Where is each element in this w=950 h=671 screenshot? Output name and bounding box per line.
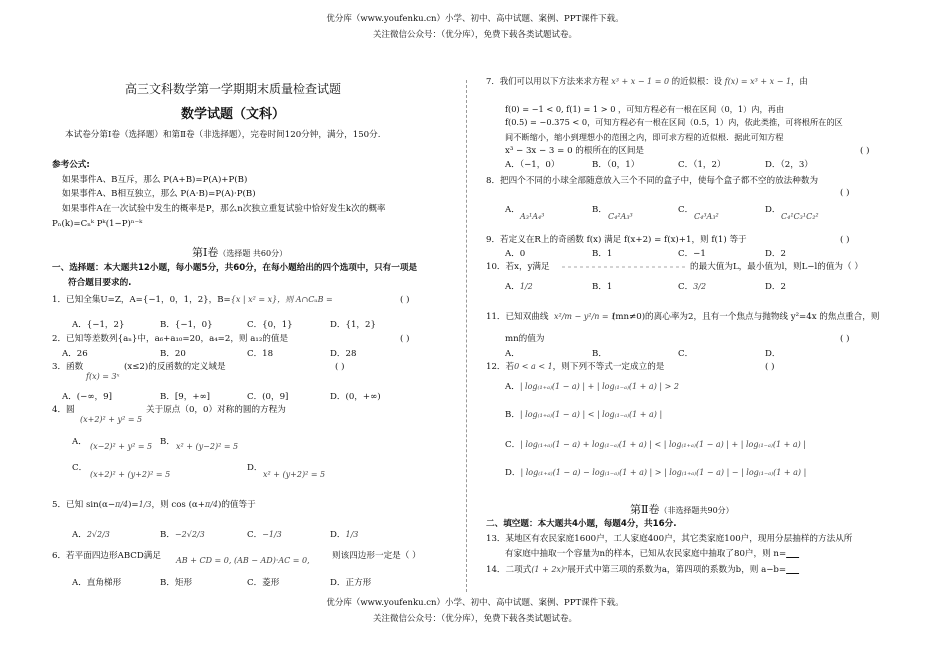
- part2-instruction: 二、填空题：本大题共4小题，每题4分，共16分.: [486, 519, 677, 529]
- q11-stem-b: (mn≠0)的离心率为2，且有一个焦点与抛物线 y²=4x 的焦点重合，则: [612, 312, 880, 322]
- q8-paren: ( ): [840, 188, 850, 198]
- q12-paren: ( ): [765, 362, 775, 372]
- q8-stem: 8．把四个不同的小球全部随意放入三个不同的盒子中，使每个盒子都不空的放法种数为: [486, 176, 819, 186]
- formula-2: 如果事件A、B相互独立，那么 P(A·B)=P(A)·P(B): [62, 189, 256, 199]
- q4-c: C．: [72, 463, 88, 473]
- q12-c: C．| log₍₁₊ₐ₎(1 − a) + log₍₁₋ₐ₎(1 + a) | < | log₍₁₊ₐ₎(1 − a) | + | log₍₁₋ₐ₎(1 + a) |: [505, 440, 806, 450]
- q7-line3: f(0.5) = −0.375 < 0，可知方程必有一根在区间（0.5，1）内，依此类推，可将根所在的区: [505, 117, 843, 127]
- q2-d: D．28: [330, 349, 357, 359]
- q10-constraint-image: [560, 260, 688, 274]
- q10-b: B．1: [592, 282, 613, 292]
- formula-heading: 参考公式:: [52, 160, 90, 170]
- q12-a: A．| log₍₁₊ₐ₎(1 − a) | + | log₍₁₋ₐ₎(1 + a) | > 2: [505, 382, 679, 392]
- exam-title: 高三文科数学第一学期期末质量检查试题: [124, 82, 341, 96]
- q8-c: C．: [678, 205, 694, 215]
- q3-formula: f(x) = 3ˣ: [86, 372, 120, 381]
- footer-line-1: 优分库（www.youfenku.cn）小学、初中、高中试题、案例、PPT课件下载。: [326, 598, 624, 608]
- q5-a: A．2√2/3: [72, 530, 110, 540]
- q12-b: B．| log₍₁₊ₐ₎(1 − a) | < | log₍₁₋ₐ₎(1 + a) |: [505, 410, 663, 420]
- q4-b-formula: x² + (y−2)² = 5: [176, 442, 239, 451]
- q5-stem: 5．已知 sin(α−π/4)=1/3，则 cos (α+π/4)的值等于: [52, 500, 256, 510]
- q6-c: C．菱形: [247, 578, 280, 588]
- q4-stem-b: 关于原点（0，0）对称的圆的方程为: [146, 405, 286, 415]
- q9-stem: 9．若定义在R上的奇函数 f(x) 满足 f(x+2) = f(x)+1，则 f(1) 等于: [486, 235, 747, 245]
- q2-c: C．18: [247, 349, 274, 359]
- q12-stem: 12．若0 < a < 1，则下列不等式一定成立的是: [486, 362, 665, 372]
- q8-d: D．: [765, 205, 781, 215]
- q10-constraint-system: [560, 260, 688, 274]
- q1-paren: ( ): [400, 295, 410, 305]
- q4-a-formula: (x−2)² + y² = 5: [90, 442, 153, 451]
- q11-a: A．: [505, 349, 520, 359]
- q4-d-formula: x² + (y+2)² = 5: [263, 470, 326, 479]
- q9-d: D．2: [765, 249, 786, 259]
- part1-heading: 第Ⅰ卷（选择题 共60分）: [192, 246, 288, 259]
- q4-stem: 4．圆: [52, 405, 75, 415]
- q13-line1: 13．某地区有农民家庭1600户，工人家庭400户，其它类家庭100户，现用分层抽样的方法从所: [486, 534, 853, 544]
- q3-stem-b: (x≤2)的反函数的定义域是: [124, 362, 226, 372]
- q14-stem: 14．二项式(1 + 2x)ⁿ展开式中第三项的系数为a，第四项的系数为b，则 a−b=___: [486, 565, 800, 575]
- q8-b: B．: [592, 205, 607, 215]
- q9-a: A．0: [505, 249, 526, 259]
- q3-b: B．[9，+∞]: [160, 392, 211, 402]
- q7-d: D．（2，3）: [765, 160, 813, 170]
- q10-c: C．3/2: [678, 282, 707, 292]
- part1-instruction-1: 一、选择题：本大题共12小题，每小题5分，共60分，在每小题给出的四个选项中，只有一项是: [52, 263, 418, 273]
- part1-instruction-2: 符合题目要求的.: [68, 278, 132, 288]
- q7-paren: ( ): [860, 146, 870, 156]
- q7-line1: 7．我们可以用以下方法来求方程 x³ + x − 1 = 0 的近似根：设 f(x) = x³ + x − 1，由: [486, 76, 808, 86]
- q7-line2: f(0) = −1 < 0, f(1) = 1 > 0 ，可知方程必有一根在区间（0，1）内，再由: [505, 104, 785, 114]
- q6-stem: 6．若平面四边形ABCD满足: [52, 551, 161, 561]
- q10-d: D．2: [765, 282, 786, 292]
- q3-stem: 3．函数: [52, 362, 84, 372]
- q7-line5: x³ − 3x − 3 = 0 的根所在的区间是: [505, 146, 645, 156]
- q12-d: D．| log₍₁₊ₐ₎(1 − a) − log₍₁₋ₐ₎(1 + a) | > | log₍₁₊ₐ₎(1 − a) | − | log₍₁₋ₐ₎(1 + a) |: [505, 468, 807, 478]
- q6-d: D．正方形: [330, 578, 372, 588]
- q1-c: C．{0，1}: [247, 320, 293, 330]
- q11-stem-a: 11．已知双曲线: [486, 312, 549, 322]
- q8-c-formula: C₄³A₃²: [694, 212, 719, 221]
- q1-d: D．{1，2}: [330, 320, 376, 330]
- q6-stem-b: 则该四边形一定是（ ）: [332, 551, 421, 561]
- q9-paren: ( ): [840, 235, 850, 245]
- q2-stem: 2．已知等差数列{aₙ}中，a₆+a₁₀=20，a₄=2，则 a₁₂的值是: [52, 334, 289, 344]
- q11-stem-c: mn的值为: [505, 334, 545, 344]
- q8-d-formula: C₄¹C₃¹C₂²: [781, 212, 819, 221]
- column-divider: [466, 80, 467, 592]
- q4-d: D．: [247, 463, 263, 473]
- q11-d: D．: [765, 349, 781, 359]
- exam-subject: 数学试题（文科）: [180, 107, 285, 122]
- q2-a: A．26: [62, 349, 88, 359]
- formula-3: 如果事件A在一次试验中发生的概率是P，那么n次独立重复试验中恰好发生k次的概率: [62, 204, 386, 214]
- q11-formula: x²/m − y²/n = 1: [554, 312, 617, 321]
- q4-c-formula: (x+2)² + (y+2)² = 5: [90, 470, 171, 479]
- q7-b: B．（0，1）: [592, 160, 640, 170]
- q5-b: B．−2√2/3: [160, 530, 205, 540]
- q10-stem-b: 的最大值为L，最小值为l，则L−l的值为（ ）: [690, 262, 863, 272]
- q1-b: B．{−1，0}: [160, 320, 213, 330]
- q10-a: A．1/2: [505, 282, 533, 292]
- q2-paren: ( ): [400, 334, 410, 344]
- header-line-2: 关注微信公众号：（优分库），免费下载各类试题试卷。: [372, 30, 577, 40]
- q6-formula: AB + CD = 0, (AB − AD)·AC = 0,: [176, 556, 310, 565]
- footer-line-2: 关注微信公众号：（优分库），免费下载各类试题试卷。: [372, 614, 577, 624]
- q9-b: B．1: [592, 249, 613, 259]
- q11-c: C．: [678, 349, 694, 359]
- q7-line4: 间不断缩小，缩小到理想小的范围之内，即可求方程的近似根．据此可知方程: [505, 132, 784, 142]
- q8-a-formula: A₃¹A₄³: [520, 212, 545, 221]
- q4-a: A．: [72, 437, 87, 447]
- q1-a: A．{−1，2}: [72, 320, 125, 330]
- q3-a: A．(−∞，9]: [62, 392, 112, 402]
- q3-paren: ( ): [335, 362, 345, 372]
- part2-heading: 第Ⅱ卷（非选择题共90分）: [630, 503, 734, 516]
- q7-c: C．（1，2）: [678, 160, 726, 170]
- q9-c: C．−1: [678, 249, 706, 259]
- q6-b: B．矩形: [160, 578, 193, 588]
- q8-a: A．: [505, 205, 520, 215]
- q1-stem: 1．已知全集U=Z，A={−1，0，1，2}，B={x | x² = x}，则 A∩CᵤB =: [52, 295, 333, 305]
- q7-a: A．（−1，0）: [505, 160, 560, 170]
- formula-4: Pₙ(k)=Cₙᵏ Pᵏ(1−P)ⁿ⁻ᵏ: [52, 219, 143, 229]
- q4-b: B．: [160, 437, 175, 447]
- q3-d: D．(0，+∞): [330, 392, 381, 402]
- q5-c: C．−1/3: [247, 530, 282, 540]
- q4-formula: (x+2)² + y² = 5: [80, 415, 143, 424]
- q5-d: D．1/3: [330, 530, 359, 540]
- q11-paren: ( ): [840, 334, 850, 344]
- q3-c: C．(0，9]: [247, 392, 289, 402]
- formula-1: 如果事件A、B互斥，那么 P(A+B)=P(A)+P(B): [62, 175, 248, 185]
- q8-b-formula: C₄²A₃³: [608, 212, 633, 221]
- q11-b: B．: [592, 349, 607, 359]
- q10-stem-a: 10．若x，y满足: [486, 262, 550, 272]
- header-line-1: 优分库（www.youfenku.cn）小学、初中、高中试题、案例、PPT课件下载。: [326, 14, 624, 24]
- exam-intro: 本试卷分第Ⅰ卷（选择题）和第Ⅱ卷（非选择题），完卷时间120分钟，满分，150分.: [65, 130, 381, 140]
- q2-b: B．20: [160, 349, 186, 359]
- q6-a: A．直角梯形: [72, 578, 122, 588]
- q13-line2: 有家庭中抽取一个容量为n的样本，已知从农民家庭中抽取了80户，则 n=___: [505, 549, 800, 559]
